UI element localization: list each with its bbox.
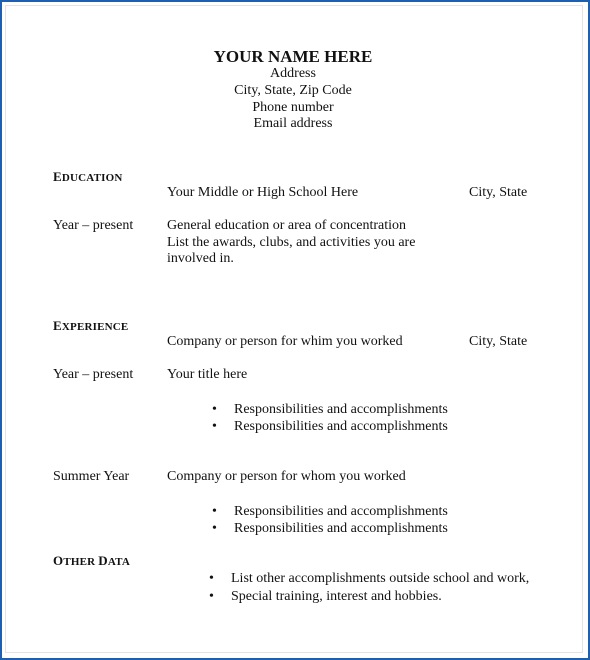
education-heading: EDUCATION <box>53 169 123 184</box>
education-date: Year – present <box>53 218 134 233</box>
resume-name: YOUR NAME HERE <box>213 47 373 66</box>
bullet-item: • Responsibilities and accomplishments <box>212 521 448 536</box>
address-line: Address <box>270 66 316 81</box>
education-detail-line: List the awards, clubs, and activities you are <box>167 235 416 250</box>
bullet-item: • List other accomplishments outside school and work, <box>209 571 530 586</box>
city-state-zip-line: City, State, Zip Code <box>234 83 352 98</box>
school-location: City, State <box>469 185 528 200</box>
job-company: Company or person for whom you worked <box>167 469 406 484</box>
education-detail-line: General education or area of concentration <box>167 218 407 233</box>
bullet-item: • Special training, interest and hobbies. <box>209 589 442 604</box>
bullet-item: • Responsibilities and accomplishments <box>212 419 448 434</box>
other-data-heading: OTHER DATA <box>53 553 131 568</box>
education-detail-line: involved in. <box>167 251 234 266</box>
job-location: City, State <box>469 334 528 349</box>
experience-heading: EXPERIENCE <box>53 318 129 333</box>
job-date: Year – present <box>53 367 134 382</box>
phone-line: Phone number <box>252 100 334 115</box>
email-line: Email address <box>253 116 333 131</box>
job-company: Company or person for whim you worked <box>167 334 403 349</box>
school-name: Your Middle or High School Here <box>167 185 359 200</box>
bullet-item: • Responsibilities and accomplishments <box>212 504 448 519</box>
job-title: Your title here <box>167 367 248 382</box>
job-date: Summer Year <box>53 469 130 484</box>
bullet-item: • Responsibilities and accomplishments <box>212 402 448 417</box>
